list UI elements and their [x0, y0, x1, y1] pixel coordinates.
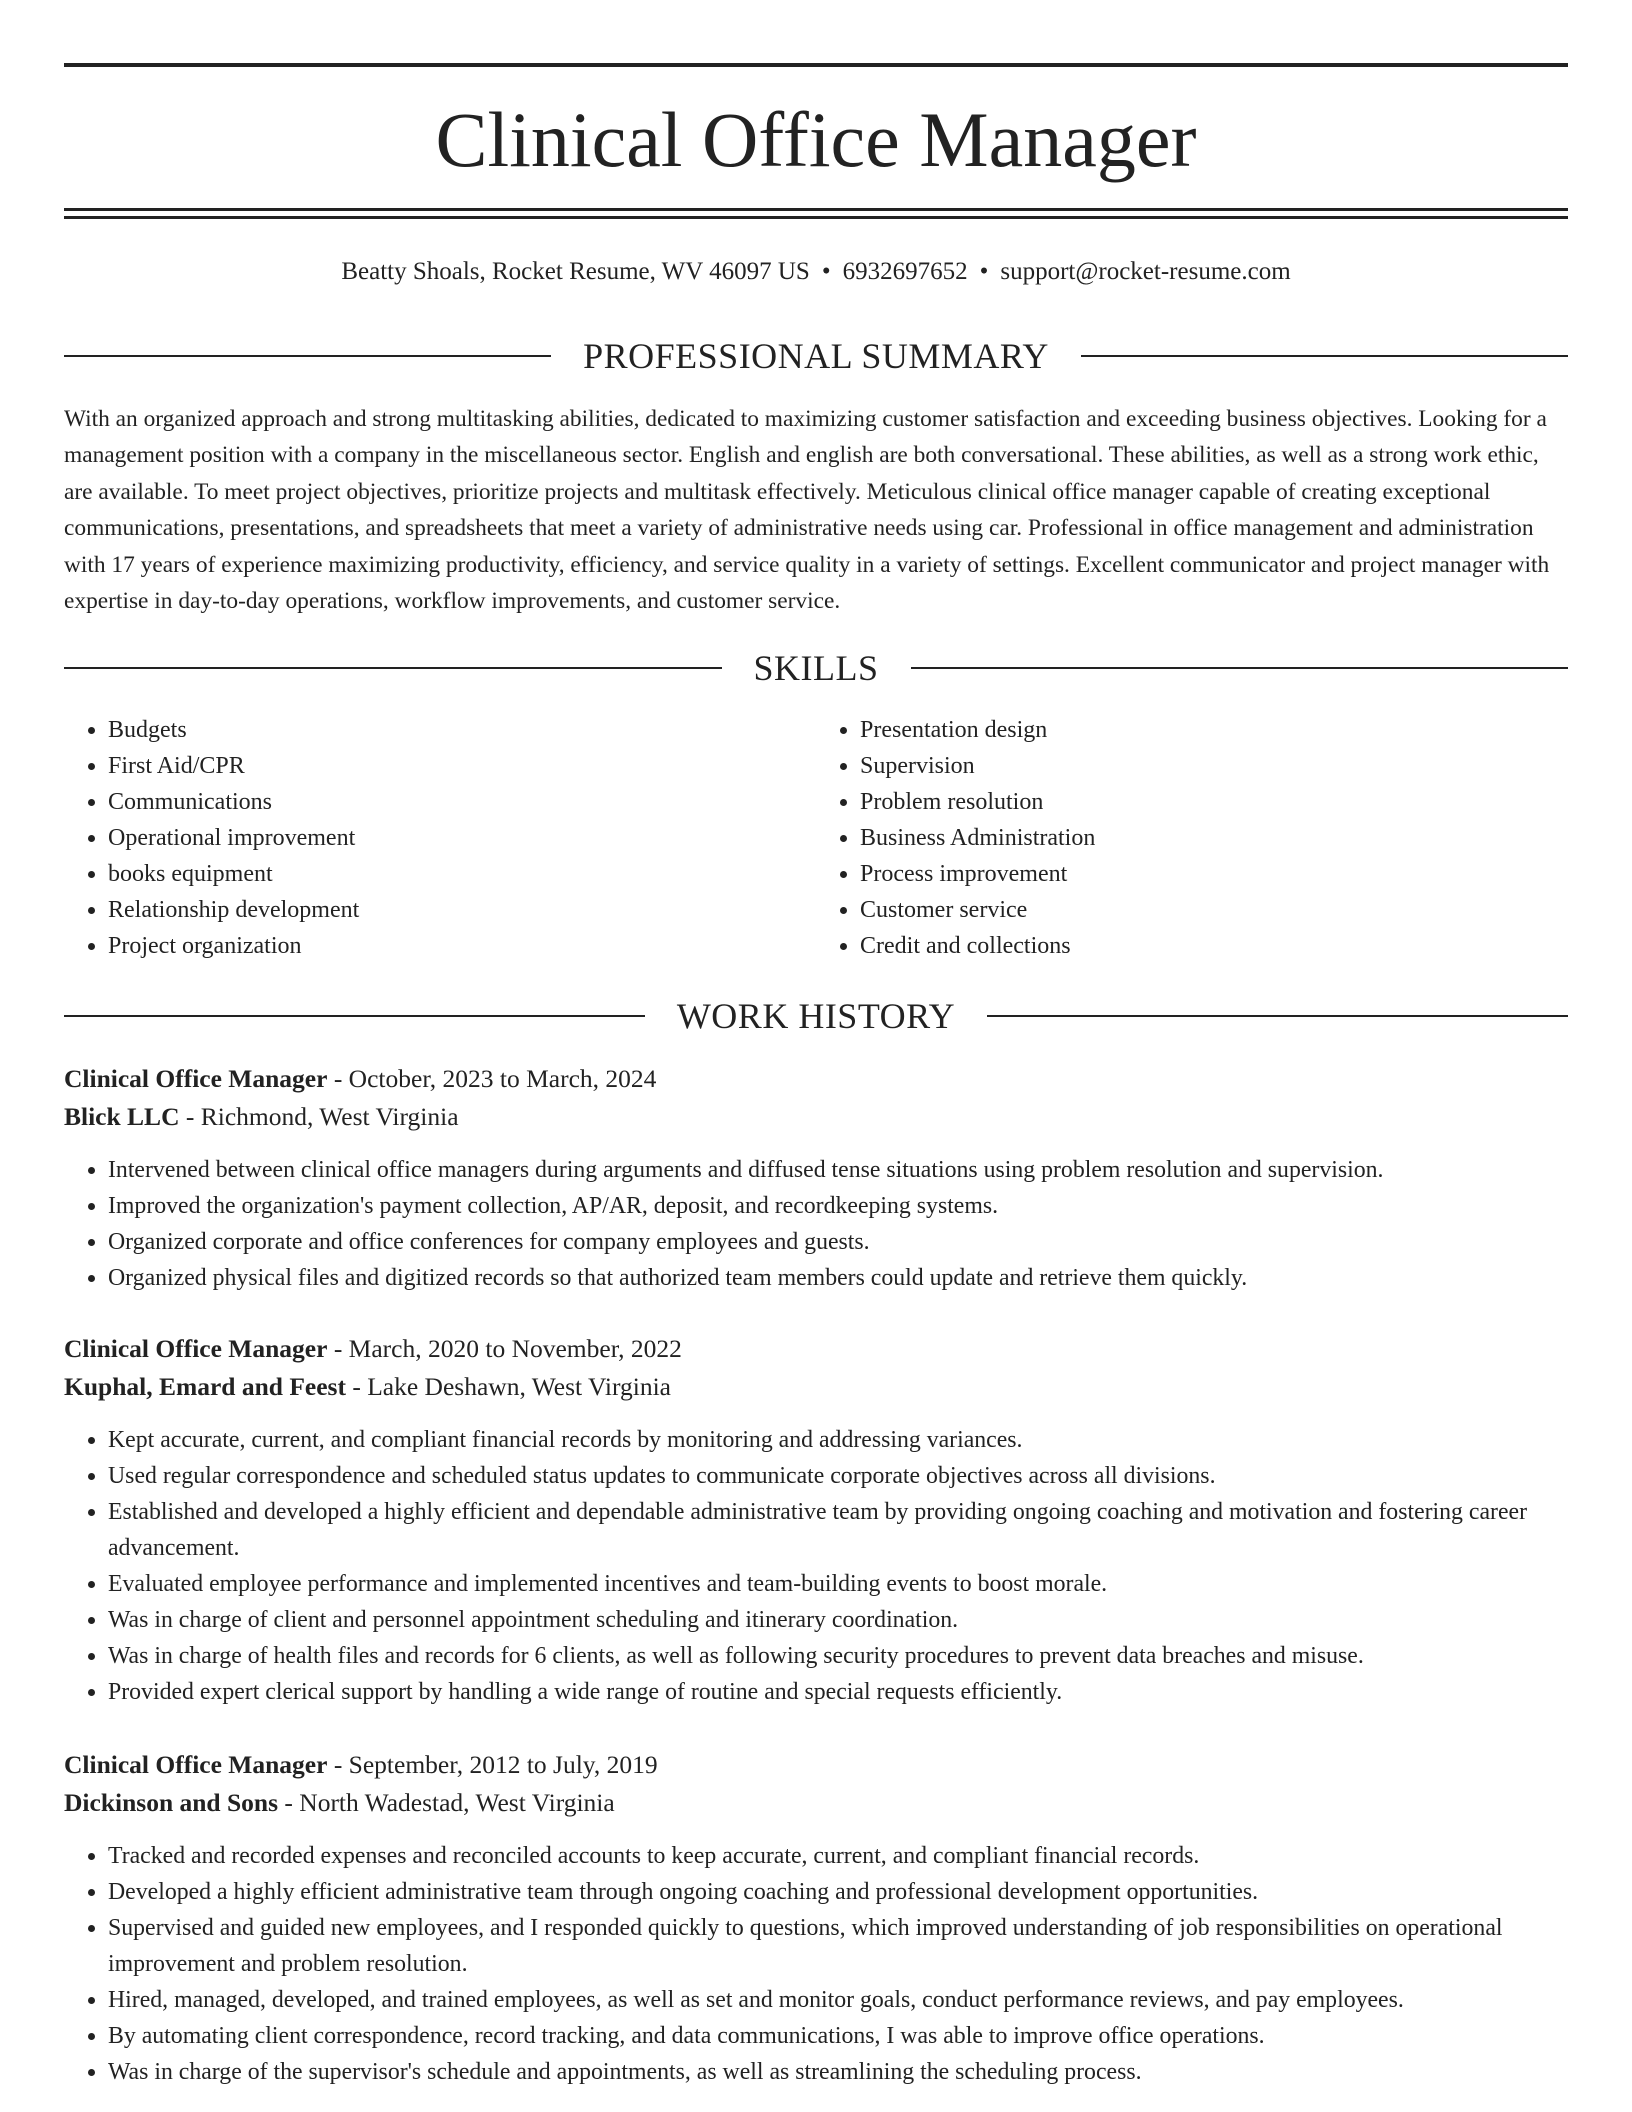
skill-item: • Business Administration — [860, 820, 1568, 856]
job-entry — [64, 1060, 1568, 1296]
job-bullet: • Improved the organization's payment collection, AP/AR, deposit, and recordkeeping systems. — [108, 1188, 1568, 1224]
job-bullet: • Tracked and recorded expenses and reconciled accounts to keep accurate, current, and compliant financial records. — [108, 1838, 1568, 1874]
job-company: Kuphal, Emard and Feest — [64, 1372, 346, 1401]
skill-item: • Operational improvement — [108, 820, 816, 856]
skill-item: • Communications — [108, 784, 816, 820]
contact-separator: • — [821, 258, 831, 285]
job-location: - Richmond, West Virginia — [179, 1102, 459, 1131]
page-title: Clinical Office Manager — [435, 96, 1197, 183]
contact-phone: 6932697652 — [842, 258, 968, 285]
job-bullets — [64, 1152, 1568, 1296]
work-history-heading-label: WORK HISTORY — [676, 996, 956, 1036]
skill-item: • Presentation design — [860, 712, 1568, 748]
job-bullet: • Supervised and guided new employees, and I responded quickly to questions, which improved understanding of job responsibilities on operational improvement and problem resolution. — [108, 1910, 1568, 1982]
job-bullet: • Was in charge of the supervisor's schedule and appointments, as well as streamlining the scheduling process. — [108, 2054, 1568, 2090]
job-bullet: • Developed a highly efficient administrative team through ongoing coaching and professional development opportunities. — [108, 1874, 1568, 1910]
job-company: Dickinson and Sons — [64, 1788, 279, 1817]
heading-rule-right — [911, 667, 1569, 669]
summary-heading — [64, 334, 1568, 378]
job-dates: - March, 2020 to November, 2022 — [327, 1334, 682, 1363]
top-rule — [64, 63, 1568, 67]
job-bullet: • Established and developed a highly efficient and dependable administrative team by providing ongoing coaching and motivation and fostering career advancement. — [108, 1494, 1568, 1566]
job-bullet: • Organized physical files and digitized records so that authorized team members could update and retrieve them quickly. — [108, 1260, 1568, 1296]
job-bullet: • Used regular correspondence and scheduled status updates to communicate corporate objectives across all divisions. — [108, 1458, 1568, 1494]
skill-item: • Budgets — [108, 712, 816, 748]
job-bullets — [64, 1838, 1568, 2090]
job-company-line — [64, 1368, 1568, 1406]
summary-text: With an organized approach and strong multitasking abilities, dedicated to maximizing customer satisfaction and exceeding business objectives. Looking for a management position with a company in the miscellaneous sector. English and english are both conversational. These abilities, as well as a strong work ethic, are available. To meet project objectives, prioritize projects and multitask effectively. Meticulous clinical office manager capable of creating exceptional communications, presentations, and spreadsheets that meet a variety of administrative needs using car. Professional in office management and administration with 17 years of experience maximizing productivity, efficiency, and service quality in a variety of settings. Excellent communicator and project manager with expertise in day-to-day operations, workflow improvements, and customer service. — [64, 406, 1550, 615]
job-title: Clinical Office Manager — [64, 1064, 328, 1093]
job-location: - North Wadestad, West Virginia — [278, 1788, 615, 1817]
job-company-line — [64, 1784, 1568, 1822]
job-bullet: • Provided expert clerical support by handling a wide range of routine and special requests efficiently. — [108, 1674, 1568, 1710]
job-title-line — [64, 1060, 1568, 1098]
skills-list — [64, 712, 1568, 964]
summary-heading-label: PROFESSIONAL SUMMARY — [583, 336, 1049, 376]
contact-separator: • — [979, 258, 989, 285]
heading-rule-left — [64, 667, 722, 669]
skills-column-left — [64, 712, 816, 964]
job-location: - Lake Deshawn, West Virginia — [345, 1372, 671, 1401]
skill-item: • Supervision — [860, 748, 1568, 784]
skills-heading-label: SKILLS — [753, 648, 879, 688]
job-bullet: • By automating client correspondence, record tracking, and data communications, I was able to improve office operations. — [108, 2018, 1568, 2054]
job-bullet: • Was in charge of health files and records for 6 clients, as well as following security procedures to prevent data breaches and misuse. — [108, 1638, 1568, 1674]
job-title: Clinical Office Manager — [64, 1750, 328, 1779]
contact-email[interactable]: support@rocket-resume.com — [1000, 258, 1291, 285]
heading-rule-left — [64, 1015, 645, 1017]
job-title-line — [64, 1330, 1568, 1368]
title-double-rule — [64, 208, 1568, 219]
skill-item: • Process improvement — [860, 856, 1568, 892]
skill-item: • books equipment — [108, 856, 816, 892]
skill-item: • Customer service — [860, 892, 1568, 928]
skill-item: • Problem resolution — [860, 784, 1568, 820]
job-bullet: • Was in charge of client and personnel appointment scheduling and itinerary coordination. — [108, 1602, 1568, 1638]
job-dates: - October, 2023 to March, 2024 — [327, 1064, 657, 1093]
job-title-line — [64, 1746, 1568, 1784]
work-history-heading — [64, 994, 1568, 1038]
skill-item: • First Aid/CPR — [108, 748, 816, 784]
skill-item: • Project organization — [108, 928, 816, 964]
skills-column-right — [816, 712, 1568, 964]
job-entry — [64, 1330, 1568, 1710]
contact-address: Beatty Shoals, Rocket Resume, WV 46097 US — [341, 258, 810, 285]
job-title: Clinical Office Manager — [64, 1334, 328, 1363]
job-bullet: • Evaluated employee performance and implemented incentives and team-building events to boost morale. — [108, 1566, 1568, 1602]
job-bullets — [64, 1422, 1568, 1710]
heading-rule-right — [987, 1015, 1568, 1017]
heading-rule-right — [1081, 355, 1568, 357]
skills-heading — [64, 646, 1568, 690]
job-bullet: • Intervened between clinical office managers during arguments and diffused tense situations using problem resolution and supervision. — [108, 1152, 1568, 1188]
job-entry — [64, 1746, 1568, 2090]
job-company: Blick LLC — [64, 1102, 180, 1131]
job-bullet: • Kept accurate, current, and compliant financial records by monitoring and addressing variances. — [108, 1422, 1568, 1458]
job-bullet: • Organized corporate and office conferences for company employees and guests. — [108, 1224, 1568, 1260]
contact-info — [64, 256, 1568, 288]
job-dates: - September, 2012 to July, 2019 — [327, 1750, 658, 1779]
job-bullet: • Hired, managed, developed, and trained employees, as well as set and monitor goals, conduct performance reviews, and pay employees. — [108, 1982, 1568, 2018]
skill-item: • Credit and collections — [860, 928, 1568, 964]
heading-rule-left — [64, 355, 551, 357]
skill-item: • Relationship development — [108, 892, 816, 928]
job-company-line — [64, 1098, 1568, 1136]
